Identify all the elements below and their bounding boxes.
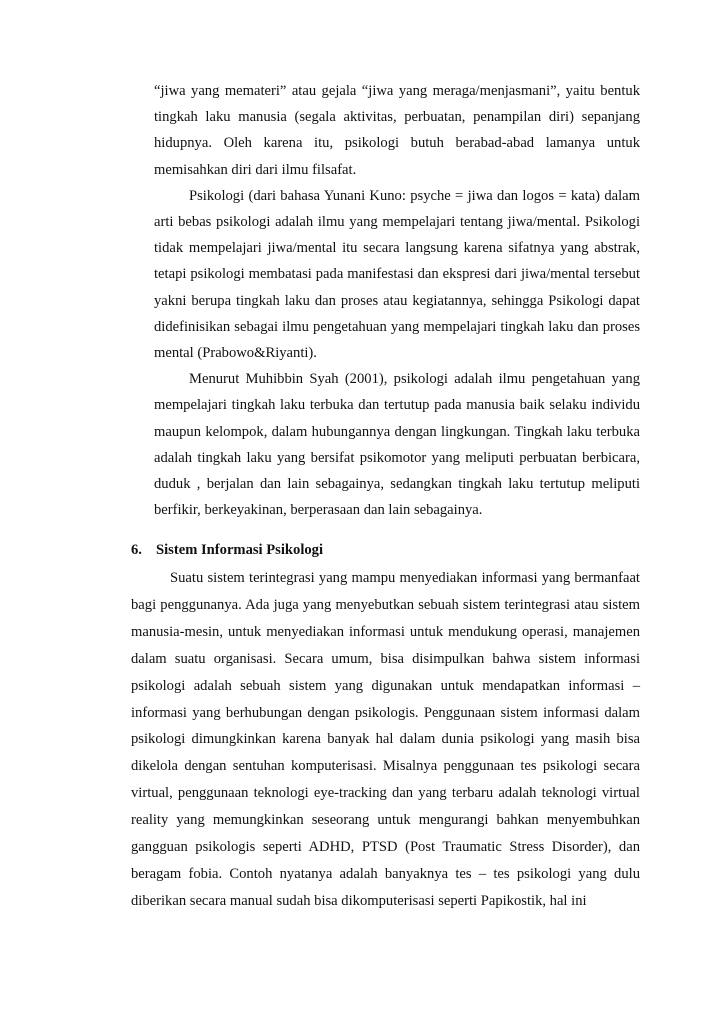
intro-text-block: [154, 78, 640, 523]
paragraph-continuation: “jiwa yang ​​mematerі” atau gejala “jiwa yang ​​meraga/menjasmani”, yaitu bentuk tingkah laku manusia (segala aktivitas, perbuatan, penampilan diri) sepanjang hidupnya. Oleh karena itu, psikologi butuh berabad-abad lamanya untuk memisahkan diri dari ilmu filsafat.: [154, 83, 640, 178]
section-title: Sistem Informasi Psikologi: [156, 542, 324, 558]
section-heading: [131, 540, 323, 560]
paragraph-sistem-informasi: Suatu sistem terintegrasi yang mampu menyediakan informasi yang bermanfaat bagi penggunanya. Ada juga yang menyebutkan sebuah sistem terintegrasi atau sistem manusia-mesin, untuk menyediakan informasi untuk mendukung operasi, manajemen dalam suatu organisasi. Secara umum, bisa disimpulkan bahwa sistem informasi psikologi adalah sebuah sistem yang digunakan untuk mendapatkan informasi – informasi yang berhubungan dengan psikologis. Penggunaan sistem informasi dalam psikologi dimungkinkan karena banyak hal dalam dunia psikologi yang masih bisa dikelola dengan sentuhan komputerisasi. Misalnya penggunaan tes psikologi secara virtual, penggunaan teknologi eye-tracking dan yang terbaru adalah teknologi virtual reality yang memungkinkan seseorang untuk mengurangi bahkan menyembuhkan gangguan psikologis seperti ADHD, PTSD (Post Traumatic Stress Disorder), dan beragam fobia. Contoh nyatanya adalah banyaknya tes – tes psikologi yang dulu diberikan secara manual sudah bisa dikomputerisasi seperti Papikostik, hal ini: [131, 570, 640, 909]
paragraph-psikologi-definition: Psikologi (dari bahasa Yunani Kuno: psyche = jiwa dan logos = kata) dalam arti bebas psikologi adalah ilmu yang mempelajari tentang jiwa/mental. Psikologi tidak mempelajari jiwa/mental itu secara langsung karena sifatnya yang abstrak, tetapi psikologi membatasi pada manifestasi dan ekspresi dari jiwa/mental tersebut yakni berupa tingkah laku dan proses atau kegiatannya, sehingga Psikologi dapat didefinisikan sebagai ilmu pengetahuan yang mempelajari tingkah laku dan proses mental (Prabowo&Riyanti).: [154, 187, 640, 362]
section-number: 6.: [131, 542, 142, 558]
paragraph-muhibbin-syah: Menurut Muhibbin Syah (2001), psikologi adalah ilmu pengetahuan yang mempelajari tingkah laku terbuka dan tertutup pada manusia baik selaku individu maupun kelompok, dalam hubungannya dengan lingkungan. Tingkah laku terbuka adalah tingkah laku yang bersifat psikomotor yang meliputi perbuatan berbicara, duduk , berjalan dan lain sebagainya, sedangkan tingkah laku tertutup meliputi berfikir, berkeyakinan, berperasaan dan lain sebagainya.: [154, 371, 640, 519]
section-text-block: [131, 565, 640, 915]
